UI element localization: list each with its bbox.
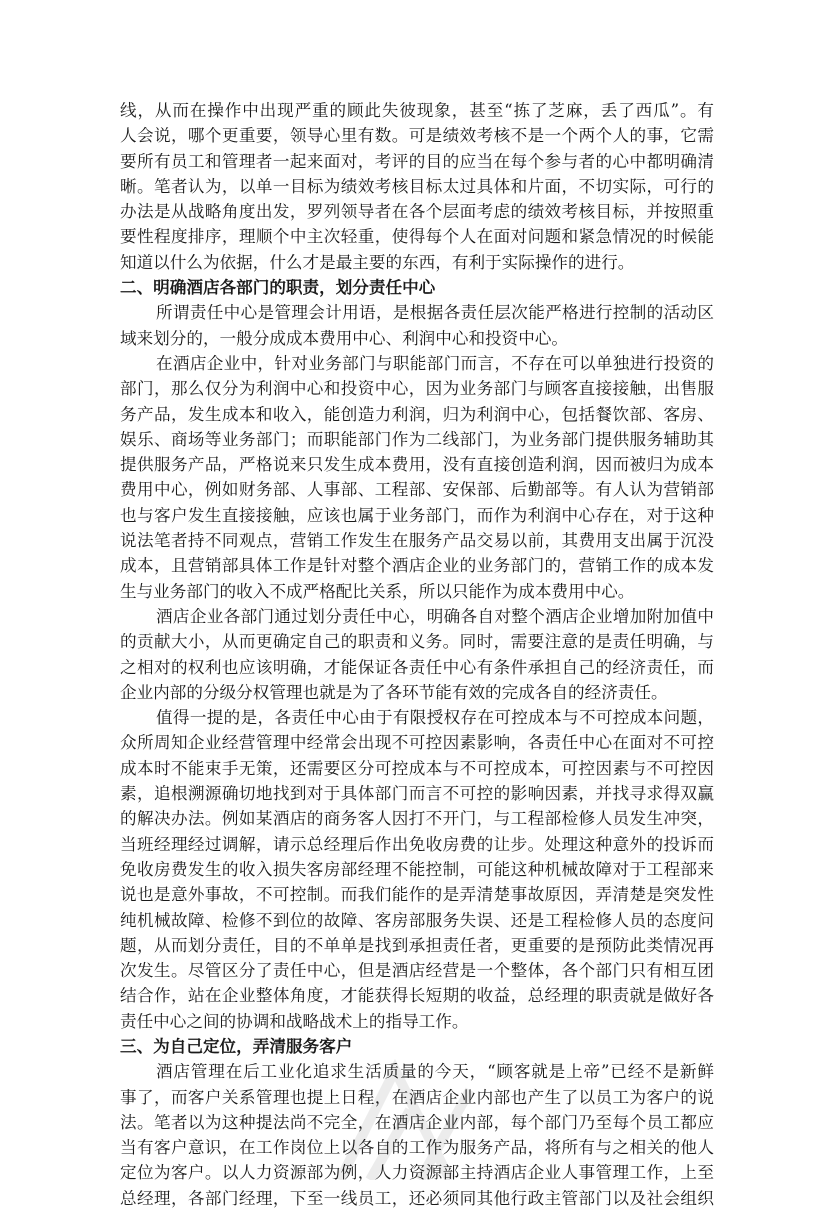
text-line: 免收房费发生的收入损失客房部经理不能控制，可能这种机械故障对于工程部来: [120, 859, 714, 879]
text-line: 值得一提的是，各责任中心由于有限授权存在可控成本与不可控成本问题，: [156, 708, 714, 728]
text-line: 部门，那么仅分为利润中心和投资中心，因为业务部门与顾客直接接触，出售服: [120, 379, 714, 399]
paragraph: [120, 351, 714, 604]
text-line: 的贡献大小，从而更确定自己的职责和义务。同时，需要注意的是责任明确，与: [120, 632, 714, 652]
text-line: 生与业务部门的收入不成严格配比关系，所以只能作为成本费用中心。: [120, 581, 635, 601]
paragraph: [120, 1059, 714, 1211]
text-line: 成本，且营销部具体工作是针对整个酒店企业的业务部门的，营销工作的成本发: [120, 556, 714, 576]
text-line: 也与客户发生直接接触，应该也属于业务部门，而作为利润中心存在，对于这种: [120, 505, 714, 525]
text-line: 定位为客户。以人力资源部为例，人力资源部主持酒店企业人事管理工作，上至: [120, 1163, 714, 1183]
text-line: 之相对的权利也应该明确，才能保证各责任中心有条件承担自己的经济责任，而: [120, 657, 714, 677]
text-line: 法。笔者以为这种提法尚不完全，在酒店企业内部，每个部门乃至每个员工都应: [120, 1112, 714, 1132]
text-line: 总经理，各部门经理，下至一线员工，还必须同其他行政主管部门以及社会组织: [120, 1188, 714, 1208]
paragraph: [120, 705, 714, 1034]
text-line: 成本时不能束手无策，还需要区分可控成本与不可控成本，可控因素与不可控因: [120, 758, 714, 778]
text-line: 说法笔者持不同观点，营销工作发生在服务产品交易以前，其费用支出属于沉没: [120, 531, 714, 551]
text-line: 酒店管理在后工业化追求生活质量的今天，“顾客就是上帝”已经不是新鲜: [156, 1062, 714, 1082]
text-line: 要所有员工和管理者一起来面对，考评的目的应当在每个参与者的心中都明确清: [120, 151, 714, 171]
text-line: 提供服务产品，严格说来只发生成本费用，没有直接创造利润，因而被归为成本: [120, 455, 714, 475]
text-line: 办法是从战略角度出发，罗列领导者在各个层面考虑的绩效考核目标，并按照重: [120, 202, 714, 222]
text-line: 要性程度排序，理顺个中主次轻重，使得每个人在面对问题和紧急情况的时候能: [120, 227, 714, 247]
text-line: 企业内部的分级分权管理也就是为了各环节能有效的完成各自的经济责任。: [120, 682, 668, 702]
text-line: 知道以什么为依据，什么才是最主要的东西，有利于实际操作的进行。: [120, 252, 635, 272]
section-heading: 二、明确酒店各部门的职责，划分责任中心: [120, 278, 436, 298]
paragraph: [120, 604, 714, 705]
text-line: 当班经理经过调解，请示总经理后作出免收房费的让步。处理这种意外的投诉而: [120, 834, 714, 854]
text-line: 酒店企业各部门通过划分责任中心，明确各自对整个酒店企业增加附加值中: [156, 606, 714, 626]
text-line: 当有客户意识，在工作岗位上以各自的工作为服务产品，将所有与之相关的他人: [120, 1138, 714, 1158]
text-line: 域来划分的，一般分成成本费用中心、利润中心和投资中心。: [120, 328, 569, 348]
text-line: 线，从而在操作中出现严重的顾此失彼现象，甚至“拣了芝麻，丢了西瓜”。有: [120, 101, 714, 120]
text-line: 题，从而划分责任，目的不单单是找到承担责任者，更重要的是预防此类情况再: [120, 935, 714, 955]
text-line: 结合作，站在企业整体角度，才能获得长短期的收益，总经理的职责就是做好各: [120, 986, 714, 1006]
text-line: 素，追根溯源确切地找到对于具体部门而言不可控的影响因素，并找寻求得双赢: [120, 784, 714, 804]
text-line: 在酒店企业中，针对业务部门与职能部门而言，不存在可以单独进行投资的: [156, 353, 714, 373]
text-line: 所谓责任中心是管理会计用语，是根据各责任层次能严格进行控制的活动区: [156, 303, 714, 323]
paragraph: [120, 300, 714, 351]
text-line: 说也是意外事故，不可控制。而我们能作的是弄清楚事故原因，弄清楚是突发性: [120, 885, 714, 905]
text-line: 责任中心之间的协调和战略战术上的指导工作。: [120, 1011, 469, 1031]
text-line: 纯机械故障、检修不到位的故障、客房部服务失误、还是工程检修人员的态度问: [120, 910, 714, 930]
text-line: 的解决办法。例如某酒店的商务客人因打不开门，与工程部检修人员发生冲突，: [120, 809, 714, 829]
text-line: 事了，而客户关系管理也提上日程，在酒店企业内部也产生了以员工为客户的说: [120, 1087, 714, 1107]
section-heading: 三、为自己定位，弄清服务客户: [120, 1036, 353, 1056]
text-line: 费用中心，例如财务部、人事部、工程部、安保部、后勤部等。有人认为营销部: [120, 480, 714, 500]
document-body: [120, 98, 714, 1211]
text-line: 众所周知企业经营管理中经常会出现不可控因素影响，各责任中心在面对不可控: [120, 733, 714, 753]
text-line: 娱乐、商场等业务部门；而职能部门作为二线部门，为业务部门提供服务辅助其: [120, 429, 714, 449]
text-line: 务产品，发生成本和收入，能创造力利润，归为利润中心，包括餐饮部、客房、: [120, 404, 714, 424]
text-line: 晰。笔者认为，以单一目标为绩效考核目标太过具体和片面，不切实际，可行的: [120, 176, 714, 196]
text-line: 人会说，哪个更重要，领导心里有数。可是绩效考核不是一个两个人的事，它需: [120, 126, 714, 146]
paragraph: [120, 98, 714, 275]
text-line: 次发生。尽管区分了责任中心，但是酒店经营是一个整体，各个部门只有相互团: [120, 961, 714, 981]
